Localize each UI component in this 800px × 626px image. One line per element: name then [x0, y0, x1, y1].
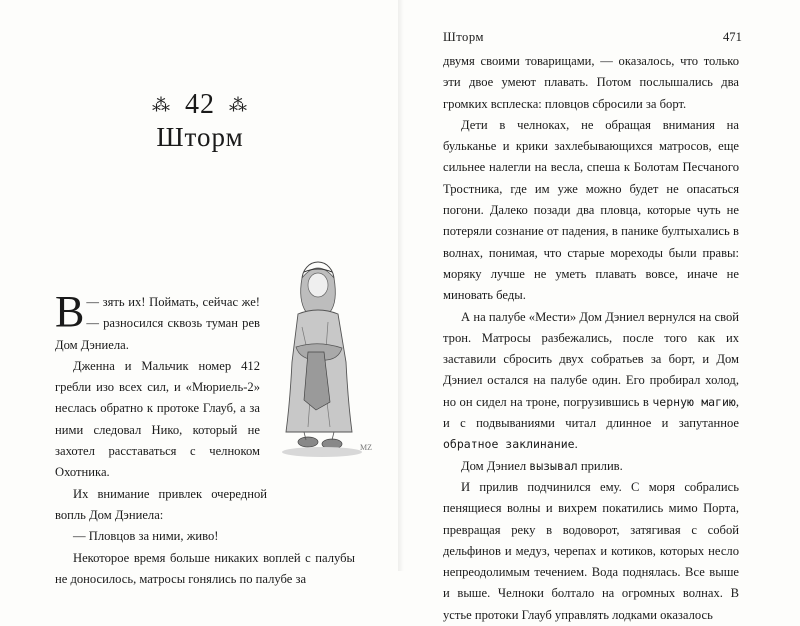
text-run: , и с подвываниями читал длинное и запутанное [443, 394, 739, 431]
paragraph: двумя своими товарищами, — оказалось, что только эти двое умеют плавать. Потом послышались два громких всплеска: пловцов сбросили за борт. [443, 54, 739, 111]
text-run: прилив. [577, 458, 623, 473]
book-gutter [398, 0, 404, 571]
text-run: . [574, 437, 578, 452]
chapter-heading [120, 90, 280, 152]
paragraph: И прилив подчинился ему. С моря собрались пенящиеся волны и вихрем покатились мимо Порта, превращая реку в водоворот, затягивая с собой дельфинов и медуз, черепах и котиков, которых несло непреодолимым течением. Вода поднялась. Все выше и выше. Челноки болтало на огромных волнах. В устье протоки Глауб управлять лодками оказалось [443, 479, 739, 622]
text-run: А на палубе «Мести» Дом Дэниел вернулся на свой трон. Матросы разбежались, после того как их заставили сбросить двух собратьев за борт, и Дом Дэниел остался на палубе один. Его пробирал холод, но он сидел на троне, погрузившись в [443, 309, 739, 409]
ornament-left-icon: ⁂ [152, 95, 171, 115]
handwritten-phrase: черную магию [652, 394, 736, 409]
dash: — [86, 295, 103, 309]
paragraph: Их внимание привлек очередной вопль Дом Дэниела: [55, 486, 267, 522]
paragraph: Дети в челноках, не обращая внимания на бульканье и крики захлебывающихся матросов, еще сильнее налегли на весла, спеша к Болотам Песчаного Тростника, где им уже можно будет не опасаться погони. Далеко позади два пловца, которые чуть не потеряли сознание от падения, в панике бултыхались в волнах, понимая, что старые мореходы были правы: моряку лучше не уметь плавать вовсе, иначе не миновать беды. [443, 117, 739, 303]
right-page-text [443, 51, 739, 626]
paragraph: Дженна и Мальчик номер 412 гребли изо всех сил, и «Мюриель-2» неслась обратно к протоке Глауб, а за ними следовал Нико, который не захотел расставаться с челноком Охотника. [55, 358, 260, 480]
running-head: Шторм [443, 30, 484, 44]
ornament-right-icon: ⁂ [229, 95, 248, 115]
paragraph [443, 456, 739, 477]
handwritten-phrase: вызывал [529, 458, 578, 473]
drop-cap: В [55, 287, 85, 336]
chapter-number-row [120, 90, 280, 120]
page-number: 471 [723, 30, 742, 44]
handwritten-phrase: обратное заклинание [443, 437, 575, 452]
paragraph [443, 307, 739, 456]
left-page-text [55, 287, 355, 590]
paragraph: — Пловцов за ними, живо! [73, 529, 219, 544]
chapter-number: 42 [185, 89, 215, 120]
illustration-signature: MZ [360, 443, 372, 452]
opening-text: зять их! Поймать, сейчас же! — разносился сквозь туман рев Дом Дэниела. [55, 295, 261, 352]
text-run: Дом Дэниел [461, 458, 530, 473]
chapter-title: Шторм [156, 122, 244, 152]
opening-paragraph [55, 287, 261, 356]
paragraph: Некоторое время больше никаких воплей с палубы не доносилось, матросы гонялись по палубе за [55, 550, 355, 586]
